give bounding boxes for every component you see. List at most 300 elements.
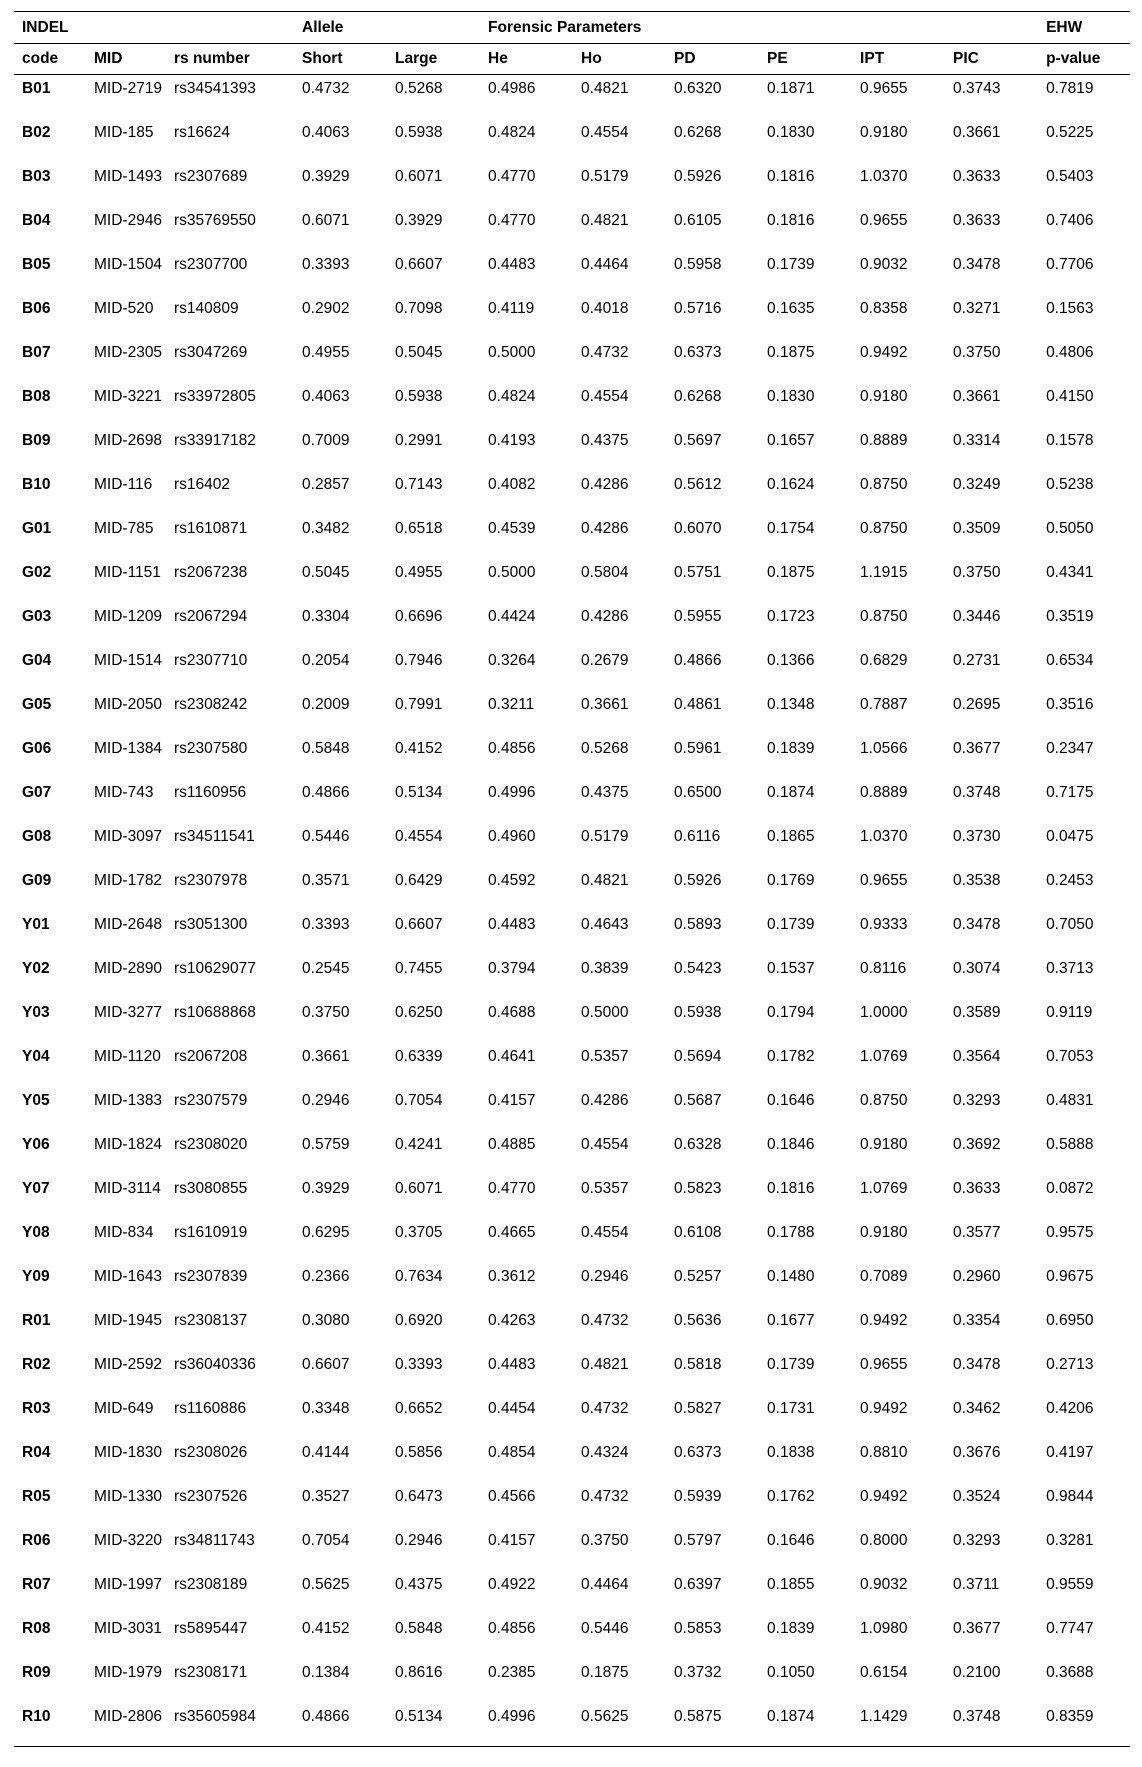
cell-pe: 0.1830 [767,123,815,141]
cell-ho: 0.5804 [581,563,629,581]
cell-ipt: 0.9655 [860,871,908,889]
cell-pe: 0.1646 [767,1091,815,1109]
cell-ipt: 0.6154 [860,1663,908,1681]
cell-ipt: 0.9655 [860,1355,908,1373]
cell-code: Y08 [22,1223,50,1241]
cell-ho: 0.4464 [581,255,629,273]
cell-ho: 0.2946 [581,1267,629,1285]
cell-ho: 0.5268 [581,739,629,757]
cell-allele-large: 0.7946 [395,651,443,669]
group-header-forensic-parameters: Forensic Parameters [480,12,1038,44]
cell-mid: MID-2305 [94,343,163,361]
cell-rs-number: rs2307978 [174,871,248,889]
cell-ipt: 0.6829 [860,651,908,669]
indel-forensic-table-container [14,11,1130,1747]
group-header-allele: Allele [294,12,480,44]
cell-pic: 0.3462 [953,1399,1001,1417]
cell-code: B03 [22,167,51,185]
cell-pe: 0.1731 [767,1399,815,1417]
group-header-row [14,12,1130,44]
cell-pd: 0.5687 [674,1091,722,1109]
cell-ho: 0.4821 [581,871,629,889]
cell-mid: MID-2806 [86,1703,166,1747]
cell-mid: MID-3277 [94,1003,163,1021]
cell-rs-number: rs2307710 [174,651,248,669]
cell-ipt: 0.7089 [860,1267,908,1285]
cell-ho: 0.4732 [581,1399,629,1417]
cell-he: 0.4539 [488,519,536,537]
cell-p-value: 0.5050 [1046,519,1094,537]
cell-pd: 0.5697 [674,431,722,449]
cell-ho: 0.3839 [581,959,629,977]
cell-code: B05 [22,255,51,273]
cell-allele-large: 0.7054 [395,1091,443,1109]
cell-allele-short: 0.4955 [302,343,350,361]
cell-pe: 0.1348 [767,695,815,713]
cell-allele-large: 0.6518 [395,519,443,537]
cell-rs-number: rs2067294 [174,607,248,625]
cell-he: 0.4824 [488,123,536,141]
cell-pd: 0.5797 [674,1531,722,1549]
cell-pe: 0.1830 [767,387,815,405]
cell-pe: 0.1871 [767,80,815,97]
table-row [14,823,1130,867]
cell-code: B04 [22,211,51,229]
cell-pic: 0.3314 [953,431,1001,449]
cell-allele-large: 0.5938 [395,387,443,405]
cell-pd: 0.6116 [674,827,721,845]
cell-p-value: 0.3519 [1046,607,1094,625]
cell-allele-short: 0.4866 [294,1703,387,1747]
cell-pe: 0.1739 [767,1355,815,1373]
cell-allele-short: 0.2902 [302,299,350,317]
cell-ho: 0.4375 [581,783,629,801]
cell-mid: MID-3221 [94,387,163,405]
column-header-short: Short [294,44,387,75]
table-row [14,1043,1130,1087]
cell-code: Y09 [22,1267,50,1285]
cell-he: 0.4157 [488,1091,536,1109]
column-header-ho: Ho [573,44,666,75]
cell-he: 0.4454 [488,1399,536,1417]
cell-he: 0.4770 [488,1179,536,1197]
cell-ipt: 0.9032 [860,1575,908,1593]
cell-pic: 0.3633 [953,211,1001,229]
cell-mid: MID-3220 [94,1531,163,1549]
cell-p-value: 0.9559 [1046,1575,1094,1593]
cell-allele-large: 0.5134 [387,1703,480,1747]
group-header-indel: INDEL [14,12,294,44]
cell-pd: 0.5636 [674,1311,722,1329]
cell-allele-large: 0.6473 [395,1487,443,1505]
cell-mid: MID-3031 [94,1619,163,1637]
cell-pe: 0.1646 [767,1531,815,1549]
cell-code: G04 [22,651,52,669]
cell-he: 0.4641 [488,1047,536,1065]
cell-pe: 0.1480 [767,1267,815,1285]
cell-allele-short: 0.2054 [302,651,350,669]
table-row [14,427,1130,471]
cell-mid: MID-2946 [94,211,163,229]
cell-pic: 0.3633 [953,167,1001,185]
cell-he: 0.4424 [488,607,536,625]
indel-forensic-table [14,11,1130,1747]
column-header-row [14,44,1130,75]
group-header-ehw: EHW [1038,12,1130,44]
cell-pe: 0.1723 [767,607,815,625]
cell-allele-large: 0.3705 [395,1223,443,1241]
cell-pe: 0.1839 [767,739,815,757]
cell-mid: MID-834 [94,1223,154,1241]
cell-pic: 0.3743 [953,80,1001,97]
cell-pe: 0.1874 [767,783,815,801]
cell-ipt: 1.0566 [860,739,908,757]
cell-code: G09 [22,871,52,889]
table-row [14,1483,1130,1527]
cell-pic: 0.2960 [953,1267,1001,1285]
cell-ho: 0.5179 [581,167,629,185]
cell-ho: 0.3750 [581,1531,629,1549]
cell-ho: 0.4554 [581,387,629,405]
cell-he: 0.4770 [488,167,536,185]
cell-p-value: 0.4206 [1046,1399,1094,1417]
cell-pic: 0.3074 [953,959,1001,977]
cell-ho: 0.5179 [581,827,629,845]
table-row [14,1659,1130,1703]
cell-mid: MID-2592 [94,1355,163,1373]
cell-rs-number: rs10629077 [174,959,256,977]
cell-pic: 0.3293 [953,1531,1001,1549]
table-row [14,603,1130,647]
cell-ipt: 1.0769 [860,1047,908,1065]
cell-allele-short: 0.2366 [302,1267,350,1285]
cell-ho: 0.5625 [573,1703,666,1747]
cell-p-value: 0.7747 [1046,1619,1094,1637]
table-row [14,471,1130,515]
cell-rs-number: rs2307580 [174,739,248,757]
cell-pe: 0.1865 [767,827,815,845]
cell-code: R04 [22,1443,51,1461]
cell-allele-large: 0.7455 [395,959,443,977]
cell-ipt: 0.9180 [860,1135,908,1153]
cell-pe: 0.1838 [767,1443,815,1461]
cell-code: G02 [22,563,52,581]
cell-allele-short: 0.5446 [302,827,350,845]
cell-allele-short: 0.3929 [302,1179,350,1197]
cell-pd: 0.5694 [674,1047,722,1065]
cell-ipt: 0.8116 [860,959,907,977]
cell-allele-large: 0.6696 [395,607,443,625]
cell-mid: MID-1209 [94,607,163,625]
column-header-mid: MID [86,44,166,75]
cell-pe: 0.1816 [767,167,815,185]
cell-allele-short: 0.3750 [302,1003,350,1021]
cell-allele-short: 0.3929 [302,167,350,185]
cell-ho: 0.4286 [581,519,629,537]
cell-ipt: 0.9333 [860,915,908,933]
cell-ipt: 0.9180 [860,1223,908,1241]
cell-ipt: 0.8000 [860,1531,908,1549]
cell-pd: 0.5958 [674,255,722,273]
cell-p-value: 0.5888 [1046,1135,1094,1153]
table-row [14,647,1130,691]
cell-mid: MID-3114 [94,1179,161,1197]
column-header-ipt: IPT [852,44,945,75]
cell-pic: 0.3293 [953,1091,1001,1109]
cell-allele-large: 0.4241 [395,1135,443,1153]
cell-p-value: 0.8359 [1038,1703,1130,1747]
cell-ipt: 1.0370 [860,827,908,845]
table-row [14,1219,1130,1263]
cell-allele-short: 0.4152 [302,1619,350,1637]
cell-ho: 0.4821 [581,1355,629,1373]
cell-rs-number: rs2307526 [174,1487,248,1505]
cell-he: 0.4483 [488,915,536,933]
cell-allele-short: 0.2009 [302,695,350,713]
cell-rs-number: rs2307839 [174,1267,248,1285]
cell-pd: 0.6320 [674,80,722,97]
cell-allele-large: 0.5134 [395,783,443,801]
cell-pic: 0.3748 [945,1703,1038,1747]
cell-rs-number: rs33917182 [174,431,256,449]
cell-ipt: 1.0370 [860,167,908,185]
cell-rs-number: rs2307700 [174,255,248,273]
cell-ipt: 1.0000 [860,1003,908,1021]
cell-p-value: 0.7050 [1046,915,1094,933]
cell-rs-number: rs3080855 [174,1179,248,1197]
cell-rs-number: rs1160886 [174,1399,247,1417]
cell-allele-short: 0.3661 [302,1047,350,1065]
cell-he: 0.4193 [488,431,536,449]
column-header-rs-number: rs number [166,44,294,75]
cell-ho: 0.4464 [581,1575,629,1593]
cell-allele-large: 0.4955 [395,563,443,581]
cell-allele-short: 0.4063 [302,387,350,405]
cell-pe: 0.1537 [767,959,815,977]
cell-pe: 0.1846 [767,1135,815,1153]
cell-ipt: 0.8750 [860,607,908,625]
cell-mid: MID-785 [94,519,154,537]
cell-p-value: 0.7819 [1046,80,1094,97]
cell-pic: 0.3748 [953,783,1001,801]
cell-code: B10 [22,475,51,493]
cell-p-value: 0.2347 [1046,739,1094,757]
cell-ho: 0.2679 [581,651,629,669]
cell-rs-number: rs36040336 [174,1355,256,1373]
cell-allele-large: 0.5045 [395,343,443,361]
cell-ipt: 0.9655 [860,211,908,229]
cell-rs-number: rs35605984 [166,1703,294,1747]
cell-ho: 0.4821 [581,80,629,97]
cell-pe: 0.1875 [767,563,815,581]
cell-pd: 0.5823 [674,1179,722,1197]
cell-p-value: 0.7053 [1046,1047,1094,1065]
cell-allele-short: 0.6607 [302,1355,350,1373]
cell-pe: 0.1875 [767,343,815,361]
cell-pe: 0.1739 [767,915,815,933]
cell-pd: 0.5818 [674,1355,722,1373]
cell-ho: 0.5000 [581,1003,629,1021]
cell-mid: MID-1824 [94,1135,163,1153]
cell-pic: 0.3661 [953,123,1001,141]
cell-rs-number: rs34511541 [174,827,255,845]
table-row [14,119,1130,163]
cell-pic: 0.3750 [953,563,1001,581]
cell-pe: 0.1769 [767,871,815,889]
cell-he: 0.4483 [488,255,536,273]
cell-code: G06 [22,739,52,757]
cell-rs-number: rs1160956 [174,783,247,801]
cell-code: R06 [22,1531,51,1549]
cell-ipt: 1.1429 [852,1703,945,1747]
cell-pic: 0.3677 [953,739,1001,757]
cell-allele-short: 0.3482 [302,519,350,537]
cell-rs-number: rs2308137 [174,1311,248,1329]
cell-ho: 0.1875 [581,1663,629,1681]
cell-he: 0.4082 [488,475,536,493]
cell-pe: 0.1657 [767,431,815,449]
cell-code: R01 [22,1311,51,1329]
cell-pd: 0.5961 [674,739,722,757]
cell-rs-number: rs2067208 [174,1047,248,1065]
cell-allele-short: 0.5759 [302,1135,350,1153]
cell-ipt: 0.9492 [860,1311,908,1329]
cell-ho: 0.4732 [581,1311,629,1329]
cell-mid: MID-2719 [94,80,163,97]
cell-allele-short: 0.5625 [302,1575,350,1593]
table-row [14,251,1130,295]
cell-ipt: 0.9655 [860,80,908,97]
cell-allele-large: 0.3393 [395,1355,443,1373]
cell-pic: 0.3677 [953,1619,1001,1637]
cell-allele-short: 0.3393 [302,255,350,273]
cell-p-value: 0.9575 [1046,1223,1094,1241]
cell-ipt: 0.8358 [860,299,908,317]
cell-p-value: 0.2453 [1046,871,1094,889]
cell-he: 0.4157 [488,1531,536,1549]
cell-rs-number: rs1610919 [174,1223,248,1241]
cell-rs-number: rs2308171 [174,1663,248,1681]
column-header-he: He [480,44,573,75]
cell-pic: 0.2100 [953,1663,1001,1681]
cell-p-value: 0.1578 [1046,431,1094,449]
table-row [14,1351,1130,1395]
cell-allele-short: 0.4732 [302,80,350,97]
cell-p-value: 0.7406 [1046,211,1094,229]
cell-he: 0.4483 [488,1355,536,1373]
cell-rs-number: rs1610871 [174,519,248,537]
cell-pd: 0.6328 [674,1135,722,1153]
cell-ipt: 0.9180 [860,387,908,405]
cell-pd: 0.5751 [674,563,722,581]
table-row [14,1087,1130,1131]
cell-allele-short: 0.7009 [302,431,350,449]
cell-allele-large: 0.5848 [395,1619,443,1637]
cell-allele-short: 0.3080 [302,1311,350,1329]
table-row [14,1307,1130,1351]
cell-allele-large: 0.8616 [395,1663,443,1681]
cell-allele-short: 0.5045 [302,563,350,581]
cell-mid: MID-1384 [94,739,163,757]
cell-allele-large: 0.3929 [395,211,443,229]
cell-pd: 0.5257 [674,1267,722,1285]
cell-code: R07 [22,1575,51,1593]
cell-code: B07 [22,343,51,361]
cell-allele-large: 0.6652 [395,1399,443,1417]
cell-he: 0.3211 [488,695,535,713]
cell-p-value: 0.7706 [1046,255,1094,273]
cell-allele-large: 0.4152 [395,739,443,757]
table-row [14,955,1130,999]
cell-pd: 0.5926 [674,167,722,185]
cell-rs-number: rs33972805 [174,387,256,405]
cell-code: B02 [22,123,51,141]
cell-rs-number: rs5895447 [174,1619,248,1637]
table-row [14,1131,1130,1175]
cell-p-value: 0.6950 [1046,1311,1094,1329]
cell-he: 0.4996 [488,783,536,801]
cell-p-value: 0.3516 [1046,695,1094,713]
cell-code: R09 [22,1663,51,1681]
table-row [14,75,1130,119]
cell-mid: MID-1782 [94,871,163,889]
cell-p-value: 0.4806 [1046,343,1094,361]
cell-rs-number: rs2307579 [174,1091,248,1109]
cell-allele-large: 0.7991 [395,695,443,713]
cell-code: B09 [22,431,51,449]
cell-rs-number: rs34541393 [174,80,256,97]
cell-ho: 0.4821 [581,211,629,229]
cell-allele-large: 0.4375 [395,1575,443,1593]
cell-ho: 0.4286 [581,475,629,493]
cell-he: 0.4996 [480,1703,573,1747]
cell-pd: 0.5926 [674,871,722,889]
table-row [14,207,1130,251]
cell-mid: MID-1504 [94,255,163,273]
cell-he: 0.3794 [488,959,536,977]
cell-pd: 0.5827 [674,1399,722,1417]
cell-mid: MID-1383 [94,1091,163,1109]
cell-mid: MID-2648 [94,915,163,933]
cell-rs-number: rs140809 [174,299,239,317]
cell-code: B08 [22,387,51,405]
cell-p-value: 0.4197 [1046,1443,1094,1461]
cell-ipt: 1.0769 [860,1179,908,1197]
cell-mid: MID-2050 [94,695,163,713]
cell-he: 0.3612 [488,1267,536,1285]
cell-he: 0.4854 [488,1443,536,1461]
cell-p-value: 0.4341 [1046,563,1094,581]
cell-ho: 0.4643 [581,915,629,933]
cell-ho: 0.4732 [581,343,629,361]
cell-pic: 0.3564 [953,1047,1001,1065]
cell-p-value: 0.5238 [1046,475,1094,493]
cell-p-value: 0.9119 [1046,1003,1093,1021]
cell-he: 0.4885 [488,1135,536,1153]
cell-pic: 0.3676 [953,1443,1001,1461]
cell-pd: 0.6373 [674,1443,722,1461]
cell-code: R05 [22,1487,51,1505]
cell-mid: MID-2698 [94,431,163,449]
cell-code: R02 [22,1355,51,1373]
cell-ipt: 0.8750 [860,1091,908,1109]
table-row [14,1571,1130,1615]
cell-p-value: 0.5225 [1046,123,1094,141]
cell-mid: MID-1945 [94,1311,163,1329]
cell-code: R10 [14,1703,86,1747]
cell-pd: 0.6500 [674,783,722,801]
cell-pic: 0.3661 [953,387,1001,405]
